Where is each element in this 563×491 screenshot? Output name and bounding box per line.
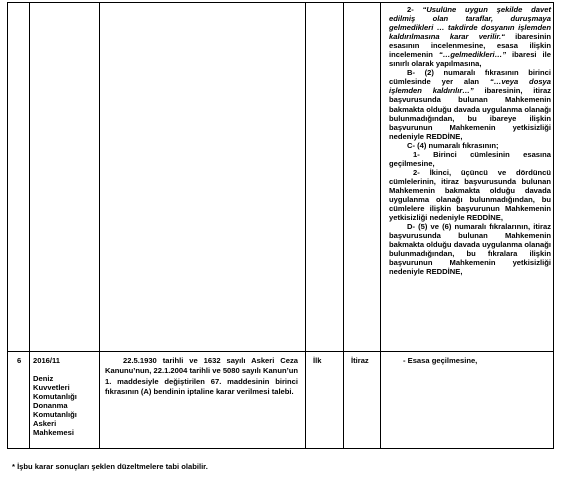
decision-paragraph xyxy=(389,5,551,68)
decision-text-run: ibaresi ile sınırlı olarak yapılmasına, xyxy=(389,50,551,69)
column-divider xyxy=(305,3,306,448)
row-6-subject: 22.5.1930 tarihli ve 1632 sayılı Askeri Ceza Kanunu’nun, 22.1.2004 tarihli ve 5080 sayılı Kanun’un 1. maddesiyle değiştirilen 67. maddesinin birinci fıkrasının (A) bendinin iptaline karar verilmesi talebi. xyxy=(105,356,298,397)
decision-paragraph xyxy=(389,168,551,222)
column-divider xyxy=(380,3,381,448)
decision-text-run: “Usulüne uygun şekilde davet edilmiş olan taraflar, duruşmaya gelmedikleri … takdirde dosyanın işlemden kaldırılmasına karar verilir.“ xyxy=(389,5,551,42)
decision-text-run: ibaresinin, itiraz başvurusunda bulunan Mahkemenin bakmakta olduğu davada uygulanma olanağı bulunmadığından, bu ibareye ilişkin başvurunun Mahkemenin yetkisizliği nedeniyle REDDİNE, xyxy=(389,86,551,141)
decision-text-run: ibaresinin esasının incelenmesine, esasa ilişkin incelemenin xyxy=(389,32,552,60)
decision-paragraph xyxy=(389,68,551,140)
decision-text-run: 1- Birinci cümlesinin esasına geçilmesine, xyxy=(389,149,551,168)
column-divider xyxy=(29,3,30,448)
decision-text-run: 2- İkinci, üçüncü ve dördüncü cümlelerinin, itiraz başvurusunda bulunan Mahkemenin bakmakta olduğu davada uygulanma olanağı bulunmadığından, bu cümlelere ilişkin başvurunun Mahkemenin yetkisizliği nedeniyle REDDİNE, xyxy=(389,167,551,223)
decision-text-run: D- (5) ve (6) numaralı fıkralarının, itiraz başvurusunda bulunan Mahkemenin bakmakta olduğu davada uygulanma olanağı bulunmadığından, bu fıkralara ilişkin başvurunun Mahkemenin yetkisizliği nedeniyle REDDİNE, xyxy=(389,222,551,277)
decision-paragraph xyxy=(389,141,551,150)
decision-text-run: “…gelmedikleri…” xyxy=(438,50,507,60)
row-6-type: İtiraz xyxy=(351,356,369,365)
row-6-file-no: 2016/11 xyxy=(33,356,61,365)
row-6-court: Deniz Kuvvetleri Komutanlığı Donanma Komutanlığı Askeri Mahkemesi xyxy=(33,374,77,438)
decision-paragraph xyxy=(389,222,551,276)
column-divider xyxy=(343,3,344,448)
decision-text-run: C- (4) numaralı fıkrasının; xyxy=(407,140,499,150)
decision-paragraph xyxy=(389,150,551,168)
row-6-decision: - Esasa geçilmesine, xyxy=(403,356,478,365)
row-5-decision-text xyxy=(389,5,551,276)
decision-text-run: 2- xyxy=(407,5,423,14)
footnote: * İşbu karar sonuçları şeklen düzeltmelere tabi olabilir. xyxy=(12,462,208,471)
decision-text-run: “…veya dosya işlemden kaldırılır…” xyxy=(389,77,551,96)
row-divider xyxy=(8,351,553,352)
row-6-stage: İlk xyxy=(313,356,322,365)
row-6-number: 6 xyxy=(17,356,22,365)
decisions-table xyxy=(7,2,554,449)
decision-text-run: B- (2) numaralı fıkrasının birinci cümlesinde yer alan xyxy=(389,68,551,87)
column-divider xyxy=(99,3,100,448)
